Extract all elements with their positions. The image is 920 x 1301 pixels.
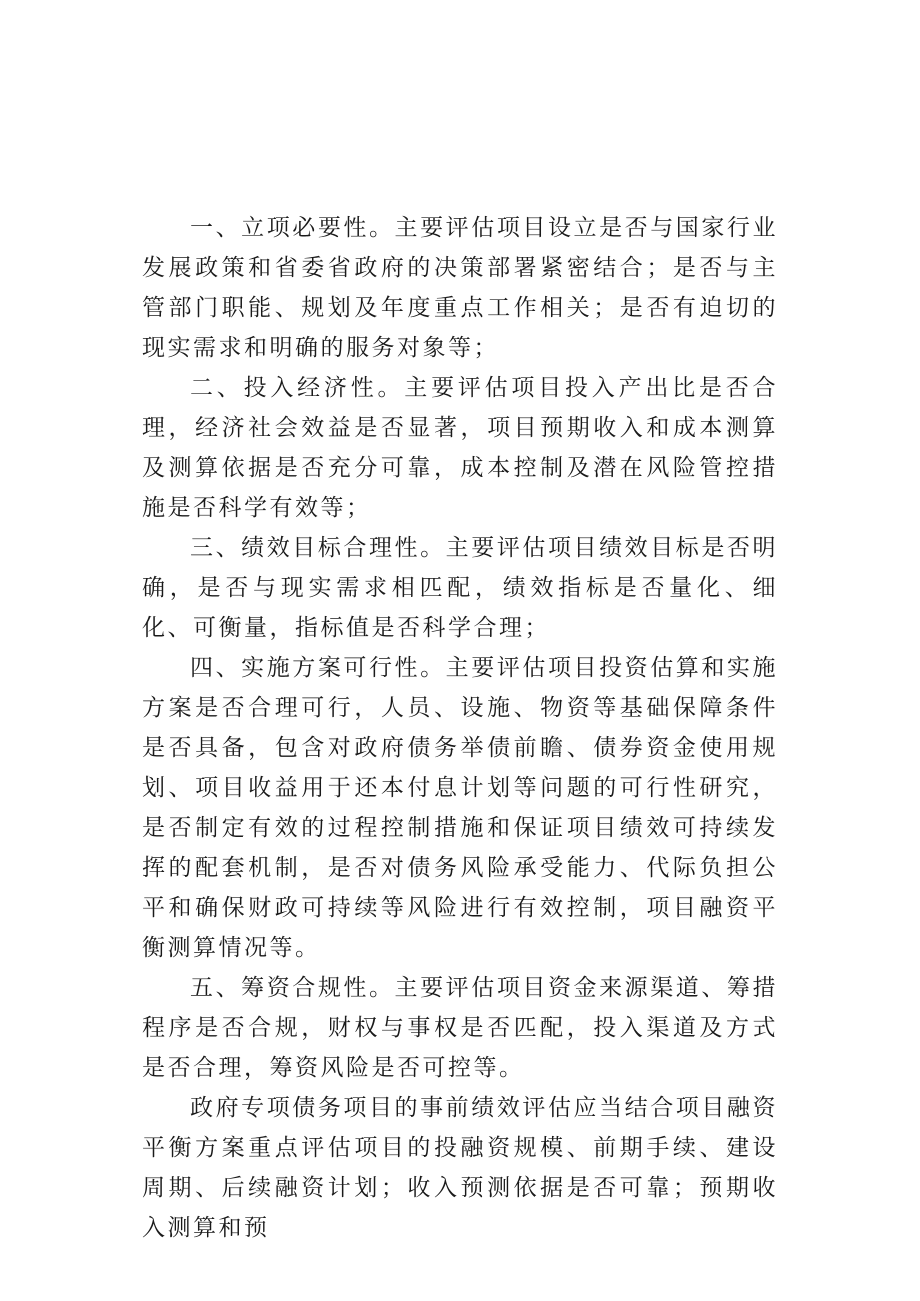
paragraph-special-debt-projects: 政府专项债务项目的事前绩效评估应当结合项目融资平衡方案重点评估项目的投融资规模、前期手续、建设周期、后续融资计划；收入预测依据是否可靠；预期收入测算和预: [142, 1095, 778, 1241]
paragraph-implementation-feasibility: 四、实施方案可行性。主要评估项目投资估算和实施方案是否合理可行，人员、设施、物资等基础保障条件是否具备，包含对政府债务举债前瞻、债券资金使用规划、项目收益用于还本付息计划等问题的可行性研究，是否制定有效的过程控制措施和保证项目绩效可持续发挥的配套机制，是否对债务风险承受能力、代际负担公平和确保财政可持续等风险进行有效控制，项目融资平衡测算情况等。: [142, 655, 778, 961]
document-body: [142, 208, 778, 1248]
paragraph-performance-goals: 三、绩效目标合理性。主要评估项目绩效目标是否明确，是否与现实需求相匹配，绩效指标是否量化、细化、可衡量，指标值是否科学合理；: [142, 535, 778, 641]
paragraph-input-economy: 二、投入经济性。主要评估项目投入产出比是否合理，经济社会效益是否显著，项目预期收入和成本测算及测算依据是否充分可靠，成本控制及潜在风险管控措施是否科学有效等；: [142, 375, 778, 521]
paragraph-project-necessity: 一、立项必要性。主要评估项目设立是否与国家行业发展政策和省委省政府的决策部署紧密结合；是否与主管部门职能、规划及年度重点工作相关；是否有迫切的现实需求和明确的服务对象等；: [142, 215, 778, 361]
paragraph-funding-compliance: 五、筹资合规性。主要评估项目资金来源渠道、筹措程序是否合规，财权与事权是否匹配，投入渠道及方式是否合理，筹资风险是否可控等。: [142, 975, 778, 1081]
